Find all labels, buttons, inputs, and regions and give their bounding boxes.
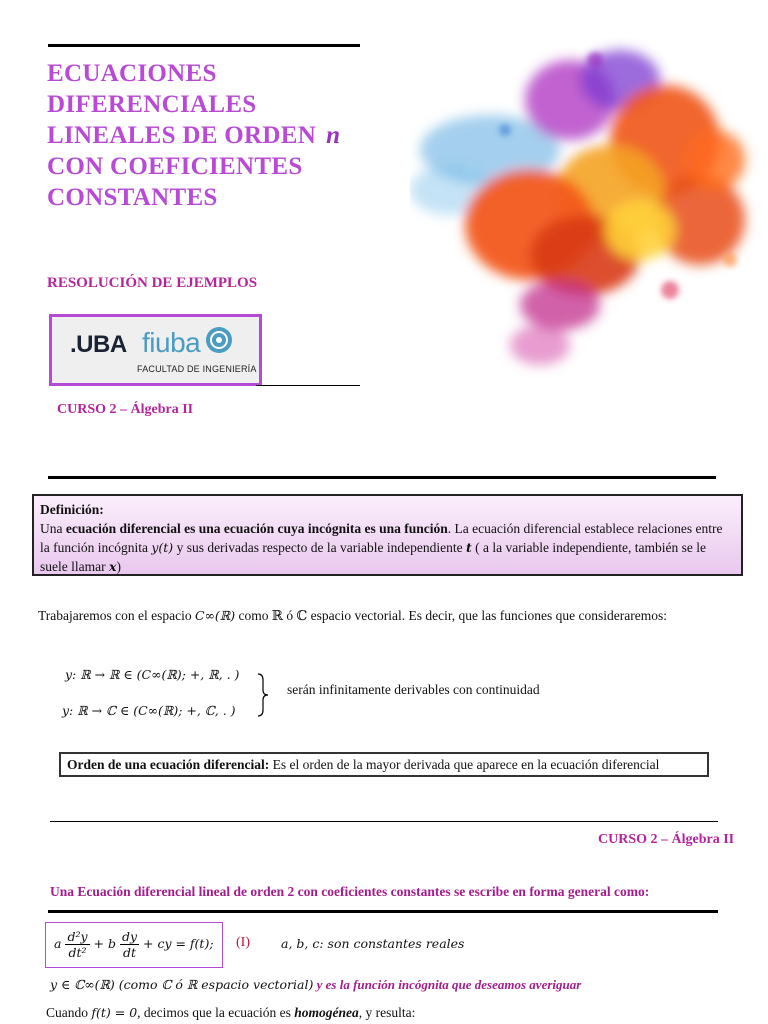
definition-rest-4: ) (116, 559, 121, 574)
definition-var-x: x (108, 559, 117, 574)
map-real: y: ℝ → ℝ ∈ (C∞(ℝ); +, ℝ, . ) (65, 667, 240, 682)
frac-num-2: dy (121, 929, 138, 944)
order-text: Es el orden de la mayor derivada que aparece en la ecuación diferencial (269, 757, 660, 772)
section-rule (48, 476, 716, 479)
membership-note: y es la función incógnita que deseamos averiguar (313, 977, 582, 992)
logo-uba-text: .UBA (70, 331, 127, 358)
fiuba-logo (49, 314, 262, 386)
equation-formula (54, 929, 214, 960)
homog-bold: homogénea (294, 1005, 359, 1020)
second-derivative (65, 929, 89, 960)
definition-heading: Definición: (40, 502, 104, 517)
title-line-5: CONSTANTES (47, 184, 218, 211)
frac-num-1: d²y (67, 929, 88, 944)
equation-box (45, 922, 223, 968)
title-line-1: ECUACIONES (47, 60, 217, 87)
equation-intro: Una Ecuación diferencial lineal de orden 2 con coeficientes constantes se escribe en forma general como: (50, 884, 650, 899)
subtitle: RESOLUCIÓN DE EJEMPLOS (47, 275, 258, 291)
course-label-top: CURSO 2 – Álgebra II (57, 402, 194, 417)
title-line-2: DIFERENCIALES (47, 91, 257, 118)
order-label: Orden de una ecuación diferencial: (67, 757, 270, 772)
homog-f: f(t) = 0 (91, 1005, 138, 1020)
definition-text (40, 519, 735, 576)
equation-tag: (I) (236, 935, 250, 950)
ink-splash-image (410, 0, 768, 432)
logo-faculty-text: FACULTAD DE INGENIERÍA (137, 364, 257, 374)
space-symbol: C∞(ℝ) (194, 608, 236, 623)
constants-note: a, b, c: son constantes reales (281, 936, 465, 951)
top-rule (48, 44, 360, 47)
definition-var-t: t (465, 540, 472, 555)
homogeneous-line (46, 1005, 415, 1021)
space-sentence-a: Trabajaremos con el espacio (38, 608, 195, 623)
definition-lead: Una (40, 521, 66, 536)
definition-func: y(t) (151, 540, 174, 555)
definition-rest-3: ( a la variable independiente, también se le suele llamar (40, 540, 707, 574)
definition-rest-2: y sus derivadas respecto de la variable independiente (173, 540, 466, 555)
definition-bold: ecuación diferencial es una ecuación cuya incógnita es una función (65, 521, 448, 536)
membership-math: y ∈ ℂ∞(ℝ) (como ℂ ó ℝ espacio vectorial) (50, 977, 314, 992)
logo-rule (256, 385, 360, 386)
space-sentence-b: como ℝ ó ℂ espacio vectorial. Es decir, que las funciones que consideraremos: (235, 608, 667, 623)
title-line-3-text: LINEALES DE ORDEN (47, 122, 317, 149)
membership-line (50, 977, 581, 993)
homog-b: , decimos que la ecuación es (137, 1005, 295, 1020)
continuity-note: serán infinitamente derivables con continuidad (287, 682, 540, 697)
definition-box (32, 494, 743, 576)
order-definition-box (59, 752, 709, 777)
first-derivative (120, 929, 139, 960)
definition-rest-1: . La ecuación diferencial establece relaciones entre la función incógnita (40, 521, 723, 555)
frac-den-2: dt (122, 945, 136, 960)
homog-c: , y resulta: (358, 1005, 416, 1020)
coef-b: + b (93, 936, 116, 951)
frac-den-1: dt² (68, 945, 87, 960)
equation-tail: + cy = f(t); (143, 936, 214, 951)
title-variable: n (326, 122, 341, 149)
page-break-rule (50, 821, 718, 822)
logo-fiuba-text: fiuba (142, 327, 201, 358)
homog-a: Cuando (46, 1005, 92, 1020)
course-label-bottom: CURSO 2 – Álgebra II (598, 832, 735, 847)
title-line-3 (47, 120, 377, 151)
seal-icon (204, 325, 234, 355)
coef-a: a (54, 936, 62, 951)
map-complex: y: ℝ → ℂ ∈ (C∞(ℝ); +, ℂ, . ) (62, 703, 236, 718)
page-title (47, 58, 377, 213)
title-line-4: CON COEFICIENTES (47, 153, 303, 180)
space-sentence (38, 608, 667, 624)
equation-rule (48, 910, 718, 913)
brace-icon (256, 672, 270, 718)
